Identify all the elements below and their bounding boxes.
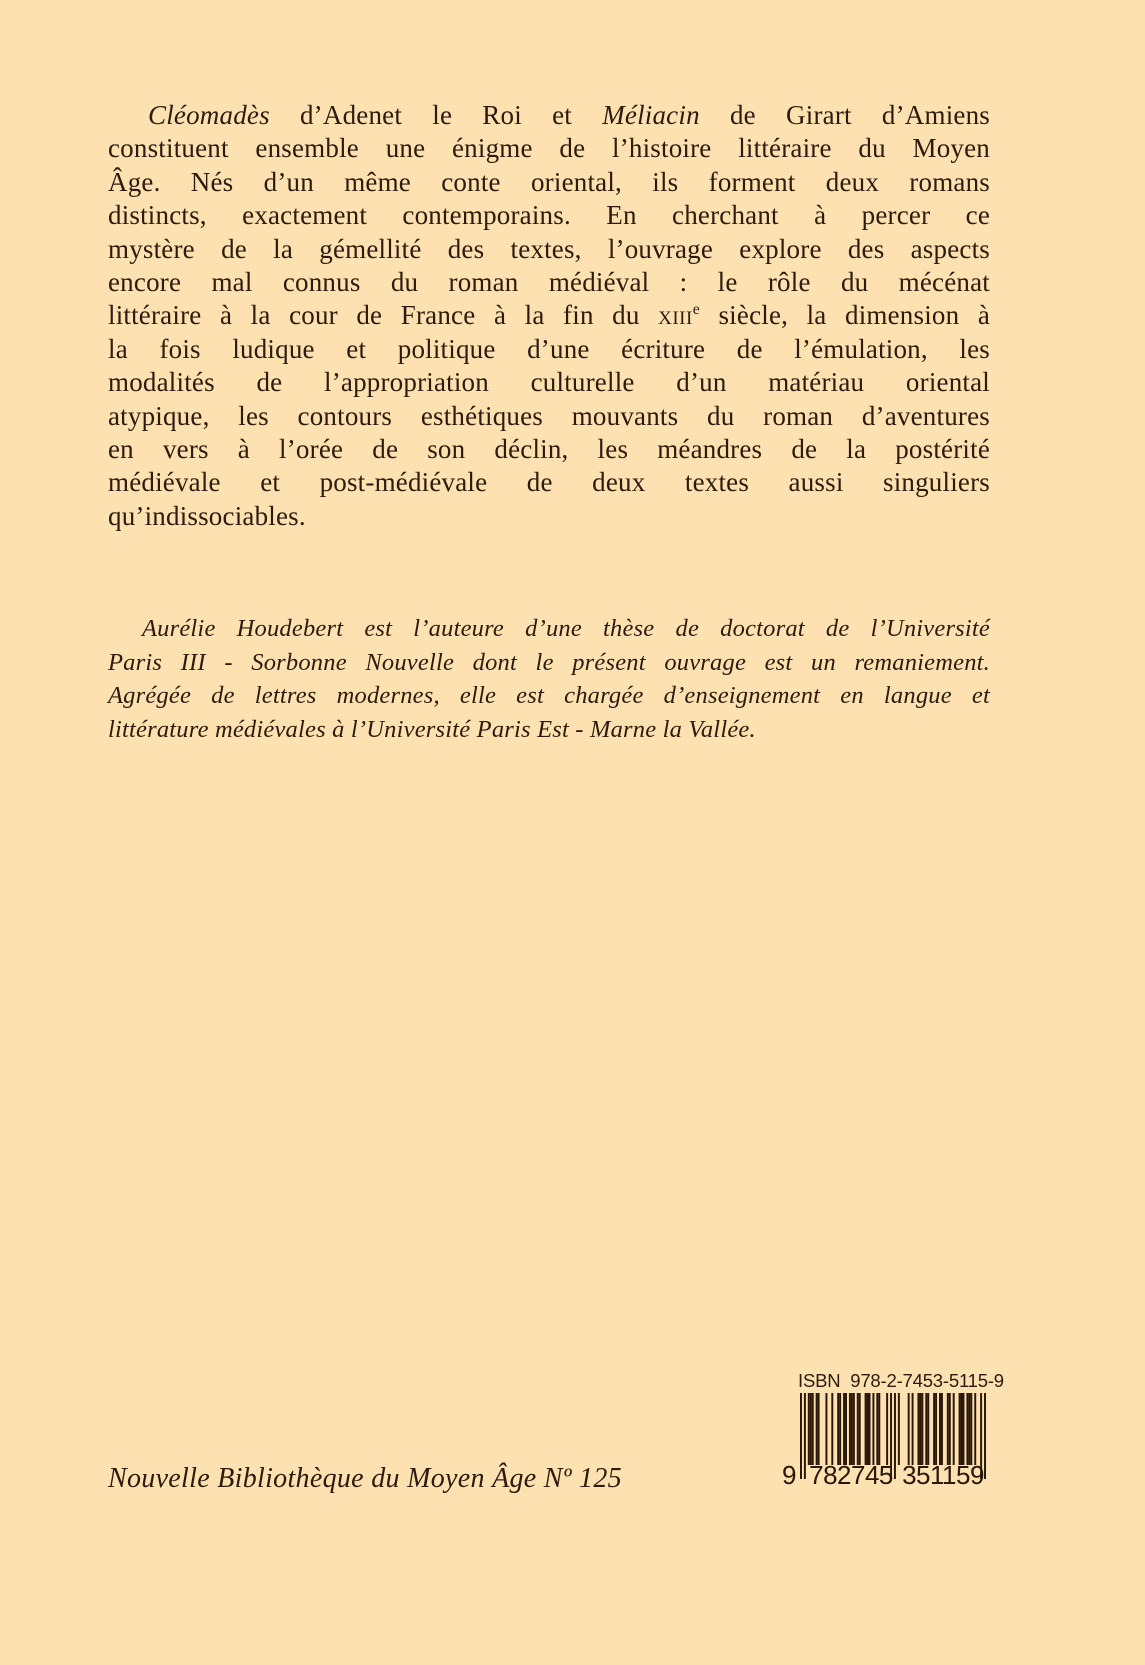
barcode-digit-group-right: 351159 xyxy=(902,1460,984,1490)
text-line: Cléomadès d’Adenet le Roi et Méliacin de Girart d’Amiens xyxy=(148,100,990,130)
text-line: mystère de la gémellité des textes, l’ouvrage explore des aspects xyxy=(108,233,990,264)
text-line: Aurélie Houdebert est l’auteure d’une thèse de doctorat de l’Université xyxy=(142,615,990,642)
text-line: littéraire à la cour de France à la fin du xiii$^e$ siècle, la dimension à xyxy=(108,300,991,331)
text-line: Agrégée de lettres modernes, elle est chargée d’enseignement en langue et xyxy=(108,682,990,710)
text-line: Âge. Nés d’un même conte oriental, ils forment deux romans xyxy=(108,166,990,197)
series-title: Nouvelle Bibliothèque du Moyen Âge Nº 125 xyxy=(108,1463,622,1494)
text-line: en vers à l’orée de son déclin, les méandres de la postérité xyxy=(108,434,990,465)
text-line: distincts, exactement contemporains. En cherchant à percer ce xyxy=(108,200,990,231)
text-line: constituent ensemble une énigme de l’histoire littéraire du Moyen xyxy=(108,133,990,164)
text-line: qu’indissociables. xyxy=(108,500,306,531)
isbn-label: ISBN 978-2-7453-5115-9 xyxy=(798,1370,1004,1391)
barcode-digit-first: 9 xyxy=(782,1460,796,1490)
text-line: Paris III - Sorbonne Nouvelle dont le présent ouvrage est un remaniement. xyxy=(108,648,990,676)
text-line: encore mal connus du roman médiéval : le rôle du mécénat xyxy=(108,267,990,298)
text-line: la fois ludique et politique d’une écriture de l’émulation, les xyxy=(108,333,990,364)
text-line: littérature médiévales à l’Université Paris Est - Marne la Vallée. xyxy=(108,715,756,743)
author-bio-paragraph xyxy=(108,612,990,746)
text-line: atypique, les contours esthétiques mouvants du roman d’aventures xyxy=(108,400,990,431)
text-line: modalités de l’appropriation culturelle d’un matériau oriental xyxy=(108,367,990,398)
isbn-barcode-block xyxy=(778,1370,1004,1498)
barcode-digit-group-left: 782745 xyxy=(809,1460,893,1490)
synopsis-paragraph xyxy=(108,99,990,533)
text-line: médiévale et post-médiévale de deux textes aussi singuliers xyxy=(108,467,990,498)
barcode-digits xyxy=(778,1460,990,1494)
